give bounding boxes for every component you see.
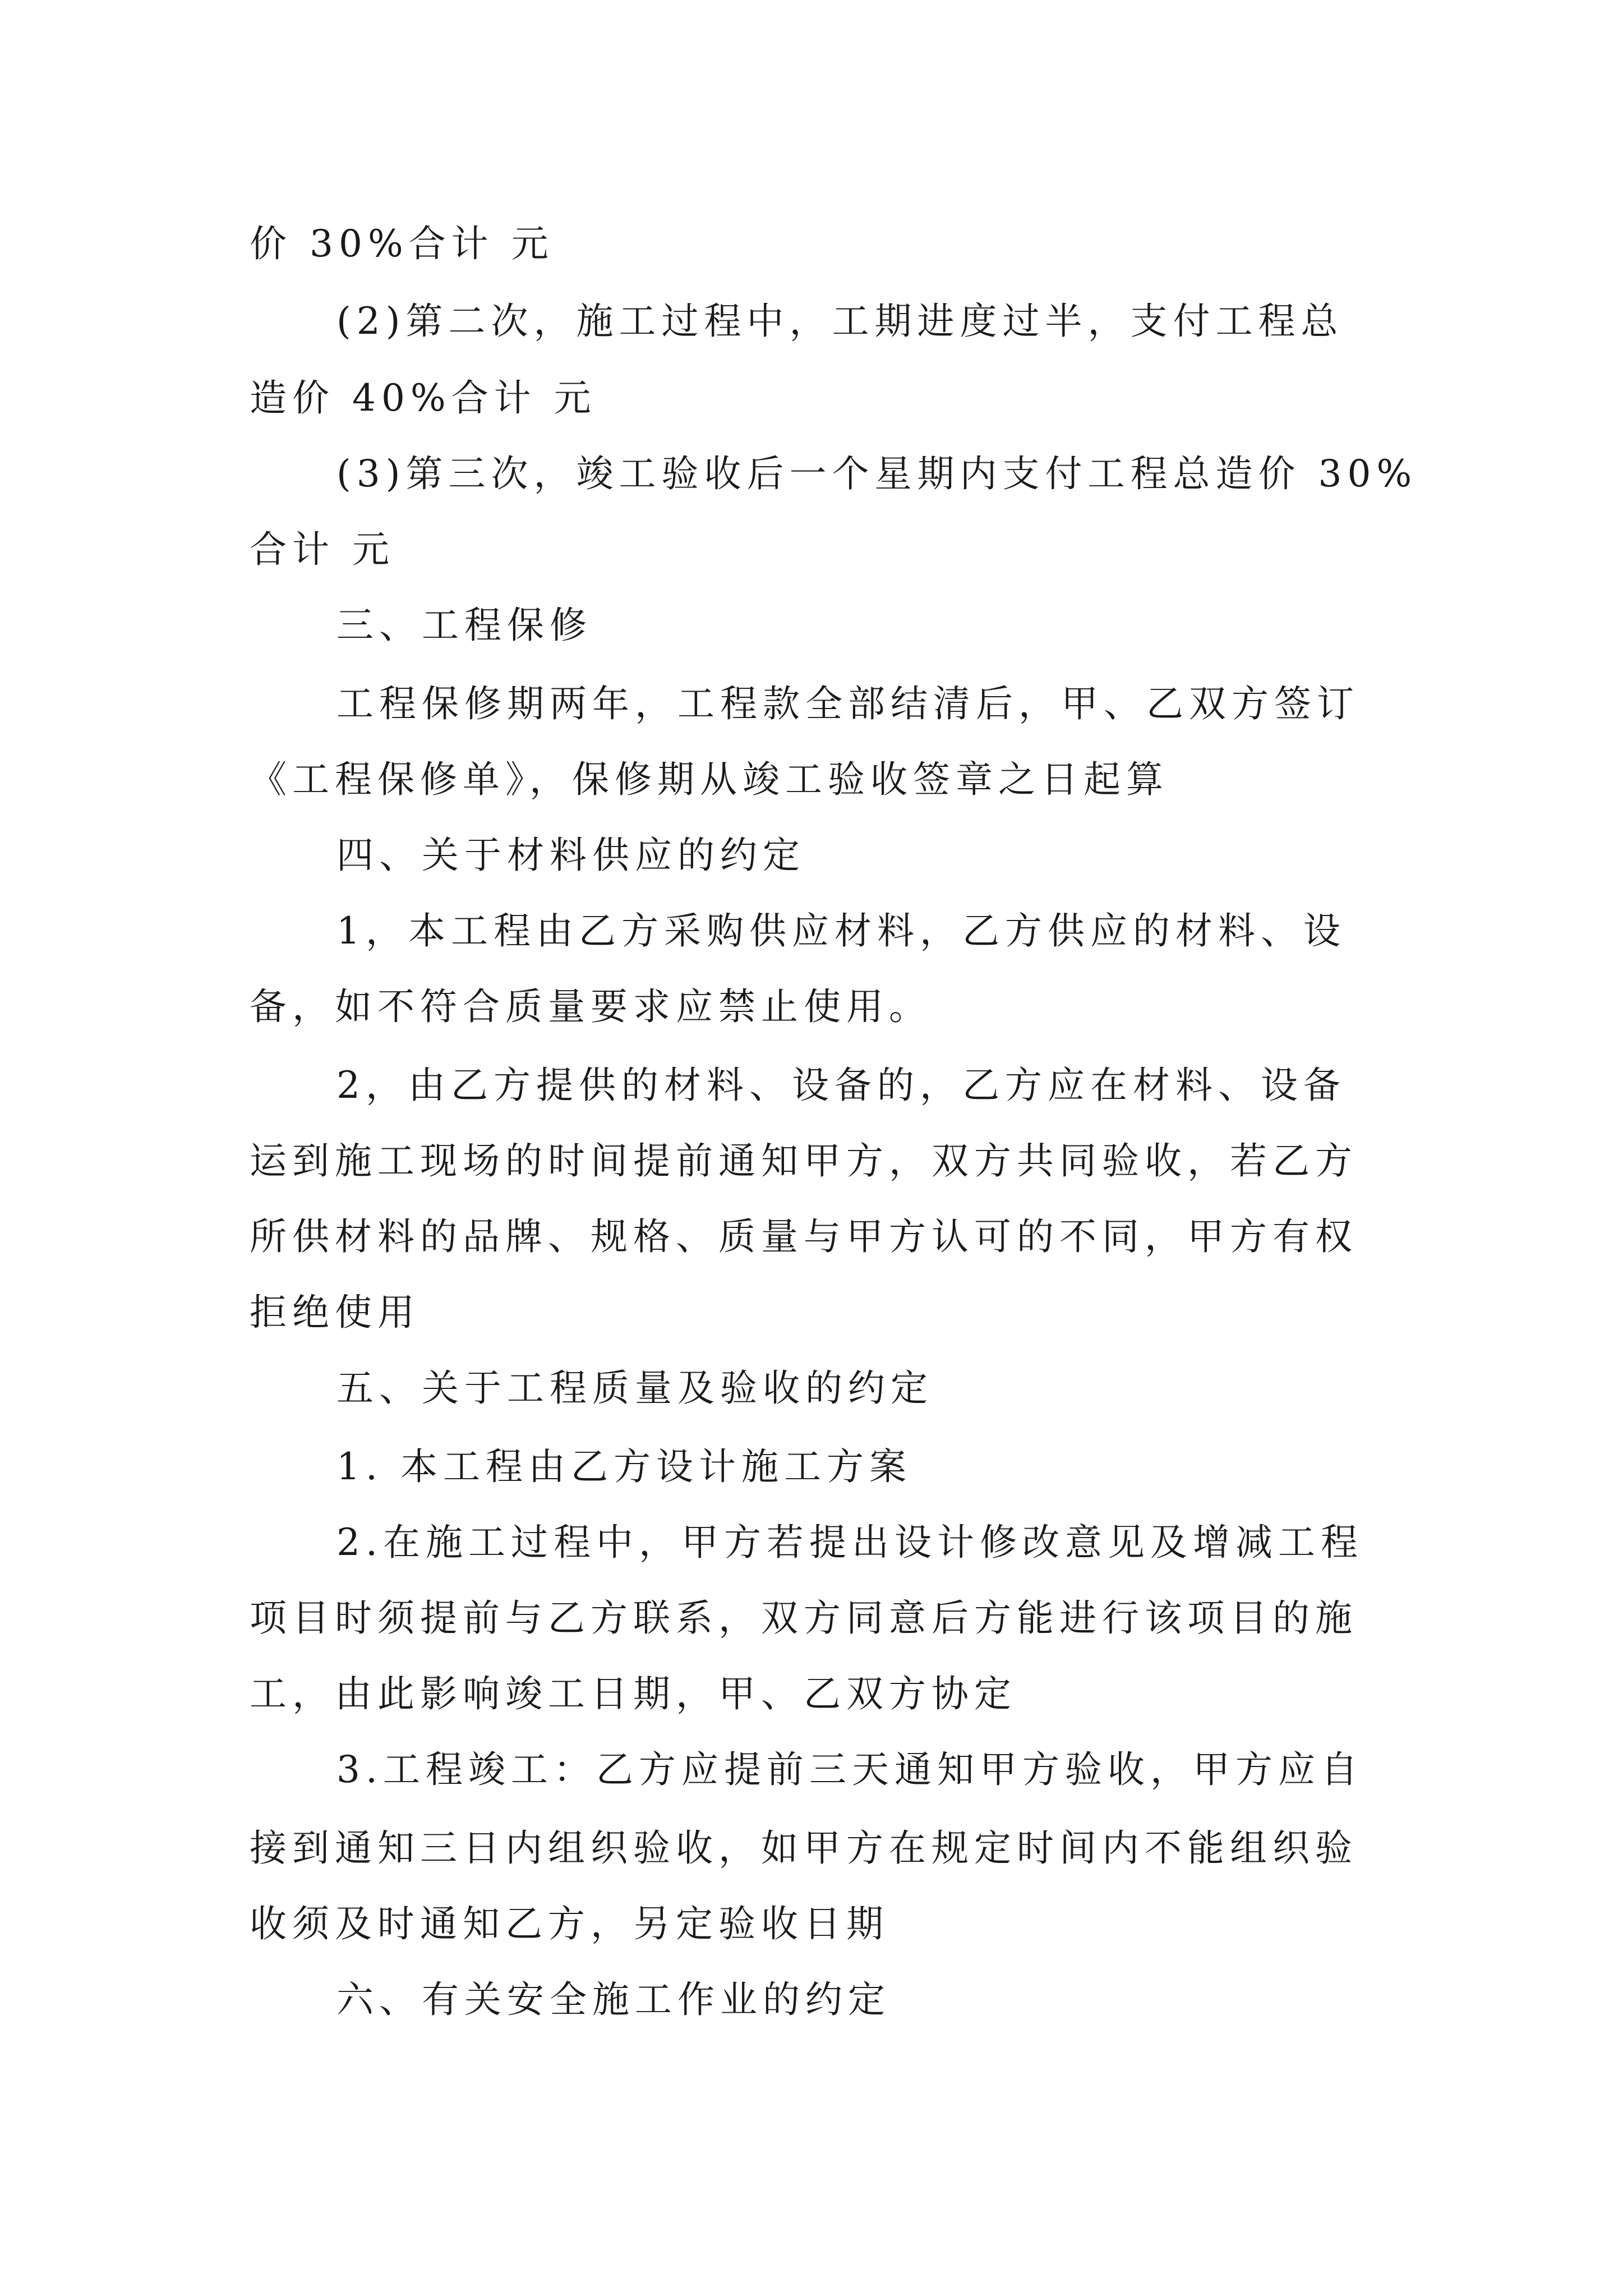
text-line: 工程保修期两年，工程款全部结清后，甲、乙双方签订 bbox=[336, 682, 1359, 725]
section-heading: 五、关于工程质量及验收的约定 bbox=[336, 1366, 933, 1410]
section-heading: 四、关于材料供应的约定 bbox=[336, 834, 805, 877]
text-line: 工，由此影响竣工日期，甲、乙双方协定 bbox=[250, 1672, 1017, 1715]
text-line: 《工程保修单》，保修期从竣工验收签章之日起算 bbox=[250, 758, 1169, 801]
text-line: (3)第三次，竣工验收后一个星期内支付工程总造价 30% bbox=[336, 452, 1418, 495]
text-line: 1，本工程由乙方采购供应材料，乙方供应的材料、设 bbox=[336, 909, 1346, 953]
text-line: 项目时须提前与乙方联系，双方同意后方能进行该项目的施 bbox=[250, 1596, 1358, 1640]
text-line: 价 30%合计 元 bbox=[250, 222, 554, 265]
text-line: 收须及时通知乙方，另定验收日期 bbox=[250, 1902, 889, 1945]
text-line: 2，由乙方提供的材料、设备的，乙方应在材料、设备 bbox=[336, 1064, 1346, 1107]
text-line: 1. 本工程由乙方设计施工方案 bbox=[336, 1445, 912, 1488]
section-heading: 三、工程保修 bbox=[336, 604, 592, 647]
text-line: 接到通知三日内组织验收，如甲方在规定时间内不能组织验 bbox=[250, 1826, 1358, 1870]
text-line: 合计 元 bbox=[250, 528, 395, 571]
section-heading: 六、有关安全施工作业的约定 bbox=[336, 1978, 891, 2021]
text-line: 3.工程竣工：乙方应提前三天通知甲方验收，甲方应自 bbox=[336, 1748, 1363, 1791]
text-line: 拒绝使用 bbox=[250, 1291, 420, 1334]
text-line: 2.在施工过程中，甲方若提出设计修改意见及增减工程 bbox=[336, 1521, 1363, 1564]
text-line: (2)第二次，施工过程中，工期进度过半，支付工程总 bbox=[336, 300, 1344, 343]
text-line: 运到施工现场的时间提前通知甲方，双方共同验收，若乙方 bbox=[250, 1139, 1358, 1182]
text-line: 备，如不符合质量要求应禁止使用。 bbox=[250, 985, 932, 1028]
text-line: 造价 40%合计 元 bbox=[250, 376, 597, 420]
text-line: 所供材料的品牌、规格、质量与甲方认可的不同，甲方有权 bbox=[250, 1215, 1358, 1258]
